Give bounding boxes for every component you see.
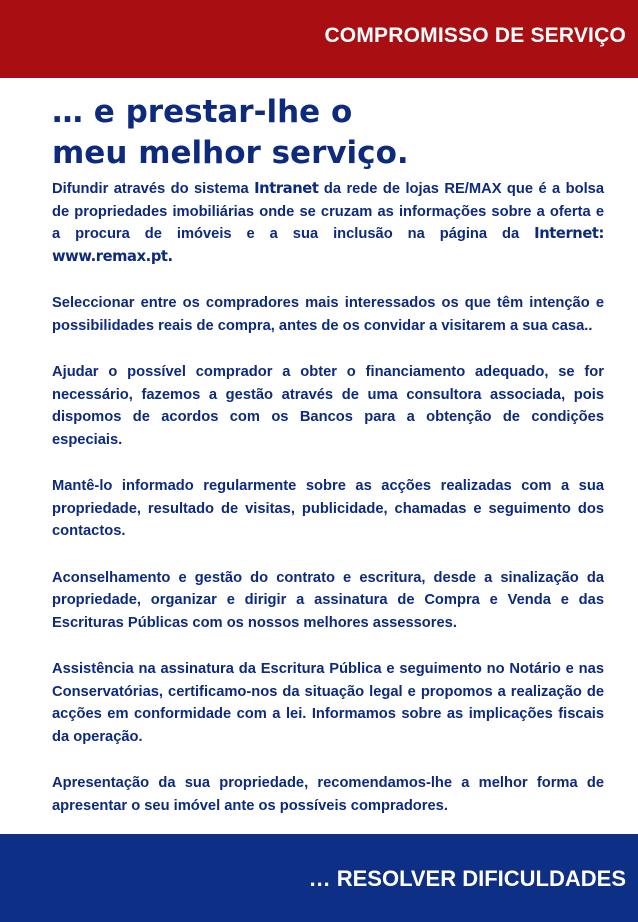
headline-line-2: meu melhor serviço. — [52, 135, 409, 171]
body-text — [52, 178, 604, 841]
paragraph-intranet — [52, 178, 604, 268]
footer-banner — [0, 834, 638, 922]
paragraph-notary: Assistência na assinatura da Escritura Pública e seguimento no Notário e nas Conservatórias, certificamo-nos da situação legal e propomos a realização de acções em conformidade com a lei. Informamos sobre as implicações fiscais da operação. — [52, 661, 604, 745]
header-banner — [0, 0, 638, 78]
paragraph-text: Difundir através do sistema — [52, 181, 255, 197]
paragraph-updates: Mantê-lo informado regularmente sobre as acções realizadas com a sua propriedade, resultado de visitas, publicidade, chamadas e seguimento dos contactos. — [52, 478, 604, 539]
paragraph-text: da rede de lojas RE/MAX que é a bolsa de propriedades imobiliárias onde se cruzam as informações sobre a oferta e a procura de imóveis e a sua inclusão na página da — [52, 181, 605, 242]
headline — [52, 92, 409, 174]
intranet-highlight: Intranet — [254, 180, 319, 197]
website-highlight: Internet: www.remax.pt. — [52, 225, 604, 265]
headline-line-1: … e prestar-lhe o — [52, 94, 353, 130]
paragraph-presentation: Apresentação da sua propriedade, recomendamos-lhe a melhor forma de apresentar o seu imóvel ante os possíveis compradores. — [52, 775, 604, 814]
paragraph-contract: Aconselhamento e gestão do contrato e escritura, desde a sinalização da propriedade, organizar e dirigir a assinatura de Compra e Venda e das Escrituras Públicas com os nossos melhores assessores. — [52, 569, 604, 631]
header-title: COMPROMISSO DE SERVIÇO — [324, 24, 626, 47]
paragraph-buyers: Seleccionar entre os compradores mais interessados os que têm intenção e possibilidades reais de compra, antes de os convidar a visitarem a sua casa.. — [52, 295, 604, 334]
footer-title: … RESOLVER DIFICULDADES — [308, 866, 626, 891]
paragraph-financing: Ajudar o possível comprador a obter o financiamento adequado, se for necessário, fazemos a gestão através de uma consultora associada, pois dispomos de acordos com os Bancos para a obtenção de condições especiais. — [52, 364, 604, 448]
